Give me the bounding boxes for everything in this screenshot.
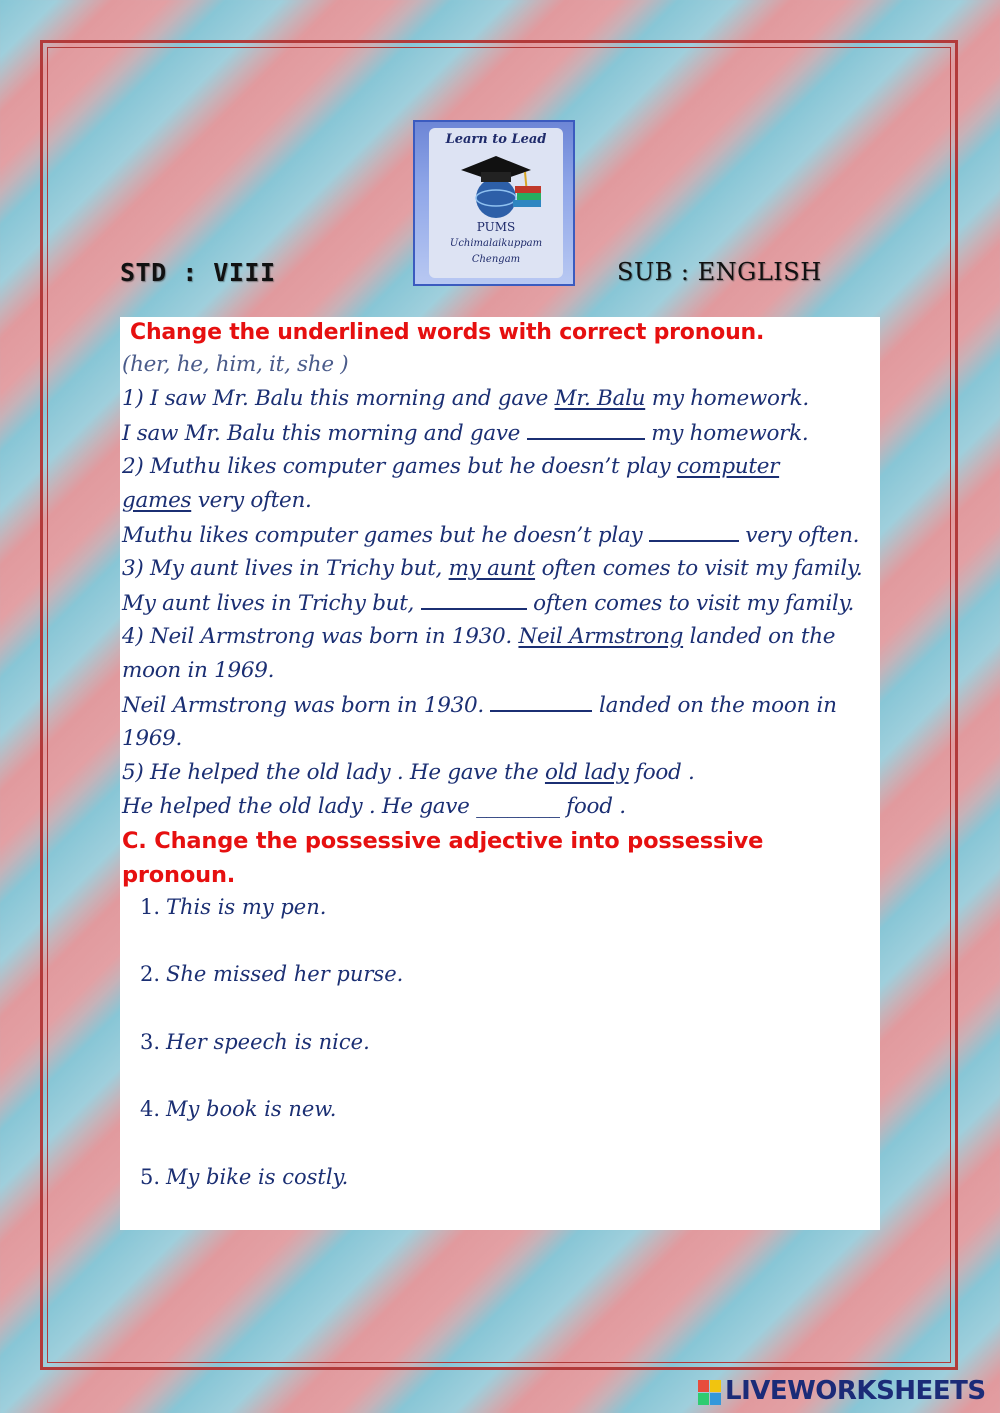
section-b-heading: Change the underlined words with correct pronoun. bbox=[130, 320, 765, 345]
question-3: 3) My aunt lives in Trichy but, my aunt often comes to visit my family. bbox=[122, 556, 863, 581]
answer-2-blank[interactable] bbox=[649, 522, 739, 542]
section-c-heading-line1: C. Change the possessive adjective into possessive bbox=[122, 828, 764, 854]
question-4-cont: moon in 1969. bbox=[122, 658, 275, 683]
exercise-item-5: 5. My bike is costly. bbox=[139, 1165, 349, 1189]
answer-3-blank[interactable] bbox=[421, 590, 527, 610]
answer-1: I saw Mr. Balu this morning and gave my homework. bbox=[122, 421, 809, 446]
answer-4-blank[interactable] bbox=[490, 692, 592, 712]
answer-1-blank[interactable] bbox=[527, 420, 645, 440]
school-logo bbox=[413, 120, 575, 286]
logo-motto: Learn to Lead bbox=[445, 132, 547, 147]
answer-4-cont: 1969. bbox=[122, 726, 183, 751]
logo-village: Uchimalaikuppam bbox=[449, 238, 543, 249]
pronoun-options: (her, he, him, it, she ) bbox=[122, 352, 349, 377]
answer-5-blank[interactable]: ________ bbox=[476, 794, 560, 819]
standard-label: STD : VIII bbox=[120, 258, 276, 287]
answer-5: He helped the old lady . He gave ________ food . bbox=[122, 794, 626, 819]
liveworksheets-logo-icon bbox=[698, 1380, 722, 1406]
graduation-cap-icon bbox=[415, 150, 577, 220]
exercise-item-4: 4. My book is new. bbox=[139, 1097, 337, 1121]
question-2: 2) Muthu likes computer games but he doesn’t play computer bbox=[122, 454, 780, 479]
answer-3: My aunt lives in Trichy but, often comes to visit my family. bbox=[122, 591, 855, 616]
subject-label: SUB : ENGLISH bbox=[617, 258, 822, 286]
question-2-cont: games very often. bbox=[122, 488, 312, 513]
logo-school-name: PUMS bbox=[476, 220, 516, 234]
logo-town: Chengam bbox=[471, 254, 521, 265]
liveworksheets-brand[interactable]: LIVEWORKSHEETS bbox=[725, 1376, 986, 1406]
section-c-heading-line2: pronoun. bbox=[122, 862, 236, 888]
exercise-item-2: 2. She missed her purse. bbox=[139, 962, 404, 986]
question-4: 4) Neil Armstrong was born in 1930. Neil Armstrong landed on the bbox=[122, 624, 836, 649]
answer-4: Neil Armstrong was born in 1930. landed on the moon in bbox=[122, 693, 837, 718]
question-5: 5) He helped the old lady . He gave the old lady food . bbox=[122, 760, 695, 785]
exercise-item-1: 1. This is my pen. bbox=[139, 895, 327, 919]
answer-2: Muthu likes computer games but he doesn’t play very often. bbox=[122, 523, 860, 548]
question-1: 1) I saw Mr. Balu this morning and gave Mr. Balu my homework. bbox=[122, 386, 809, 411]
exercise-item-3: 3. Her speech is nice. bbox=[139, 1030, 370, 1054]
